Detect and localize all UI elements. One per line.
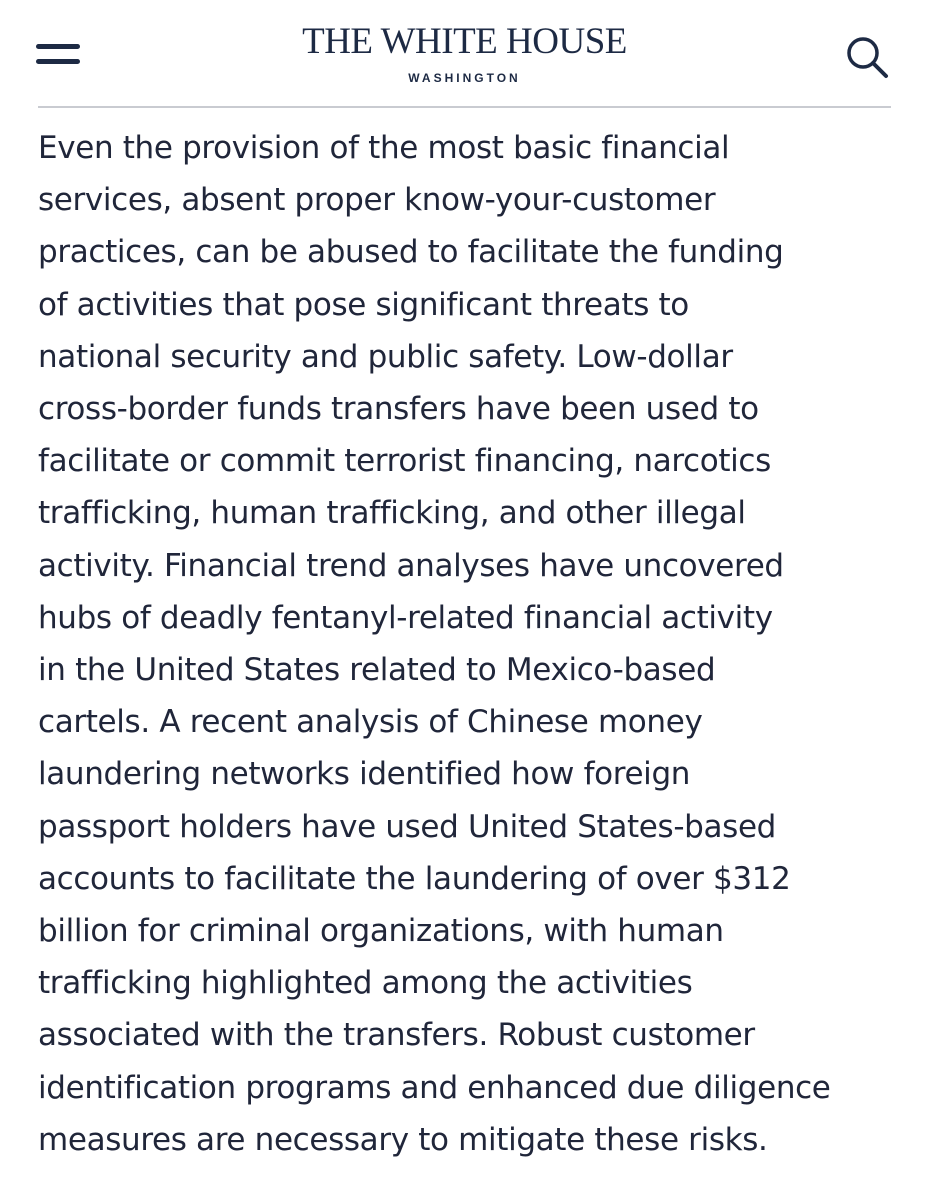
- article-line: Even the provision of the most basic financial: [38, 130, 730, 166]
- article-line: trafficking, human trafficking, and other illegal: [38, 495, 746, 532]
- article-line: identification programs and enhanced due diligence: [38, 1069, 831, 1106]
- search-button[interactable]: [843, 33, 891, 81]
- search-icon: [843, 33, 891, 81]
- article-line: practices, can be abused to facilitate the funding: [38, 234, 784, 271]
- article-line: services, absent proper know-your-customer: [38, 182, 716, 219]
- article-line: associated with the transfers. Robust customer: [38, 1017, 755, 1054]
- article-line: laundering networks identified how foreign: [38, 756, 691, 793]
- article-line: accounts to facilitate the laundering of over $312: [38, 860, 791, 897]
- article-line: hubs of deadly fentanyl-related financial activity: [38, 599, 773, 636]
- article-line: facilitate or commit terrorist financing, narcotics: [38, 443, 771, 480]
- article-line: of activities that pose significant threats to: [38, 286, 689, 323]
- logo-title: THE WHITE HOUSE: [302, 21, 627, 62]
- article-body: [38, 122, 898, 1166]
- article-line: in the United States related to Mexico-based: [38, 652, 716, 689]
- article-line: trafficking highlighted among the activities: [38, 965, 693, 1002]
- logo-subtitle: WASHINGTON: [408, 71, 521, 85]
- article-line: national security and public safety. Low-dollar: [38, 338, 733, 375]
- site-logo[interactable]: [0, 20, 929, 86]
- site-header: [0, 0, 929, 108]
- article-line: activity. Financial trend analyses have uncovered: [38, 547, 784, 584]
- header-divider: [38, 106, 891, 108]
- article-line: billion for criminal organizations, with human: [38, 913, 724, 950]
- article-line: cartels. A recent analysis of Chinese money: [38, 704, 703, 741]
- article-line: measures are necessary to mitigate these risks.: [38, 1121, 768, 1158]
- article-line: cross-border funds transfers have been used to: [38, 391, 759, 428]
- article-line: passport holders have used United States-based: [38, 808, 776, 845]
